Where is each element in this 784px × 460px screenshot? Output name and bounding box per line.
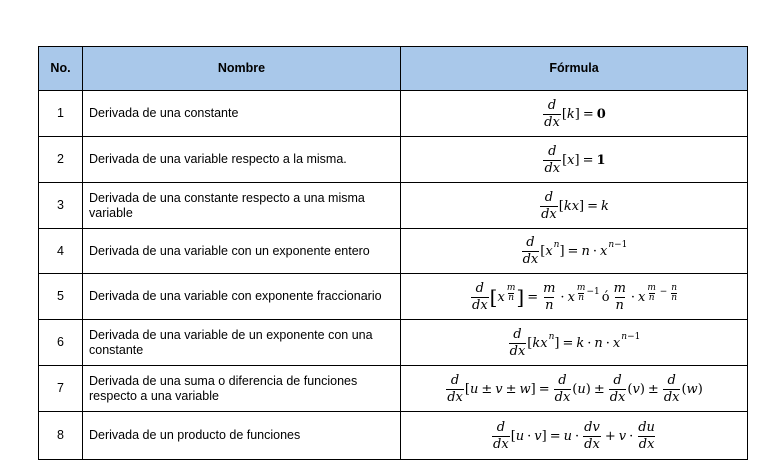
rule-name: Derivada de una variable con exponente fraccionario bbox=[83, 274, 401, 320]
header-name: Nombre bbox=[83, 47, 401, 91]
formula-math: $\frac{d}{dx}$ [ x n ] = n · x n−1 bbox=[522, 235, 628, 267]
formula-math: $\frac{d}{dx}$ [ u · v ] = u · $\frac{dv}{dx}$ + v · $\frac{du}{dx}$ bbox=[493, 419, 655, 452]
table-row bbox=[39, 91, 748, 137]
row-number: 5 bbox=[39, 274, 83, 320]
row-number: 7 bbox=[39, 366, 83, 412]
rule-name: Derivada de una variable con un exponente entero bbox=[83, 229, 401, 274]
rule-formula bbox=[401, 137, 748, 183]
rule-name: Derivada de una constante bbox=[83, 91, 401, 137]
rule-name: Derivada de una variable de un exponente con una constante bbox=[83, 320, 401, 366]
rule-name: Derivada de una variable respecto a la misma. bbox=[83, 137, 401, 183]
rule-formula bbox=[401, 366, 748, 412]
rule-formula bbox=[401, 320, 748, 366]
formula-math: $\frac{d}{dx}$ [ u ± v ± w ] = $\frac{d}{dx}$ ( u ) ± $\frac{d}{dx}$ ( v ) ± $\frac{d}{dx}$ ( w ) bbox=[447, 372, 703, 405]
rule-formula bbox=[401, 91, 748, 137]
rule-formula bbox=[401, 274, 748, 320]
header-no: No. bbox=[39, 47, 83, 91]
table-row bbox=[39, 137, 748, 183]
rule-formula bbox=[401, 229, 748, 274]
row-number: 8 bbox=[39, 412, 83, 460]
formula-math: $\frac{d}{dx}$ [ x ] = 1 bbox=[544, 143, 606, 176]
table-row bbox=[39, 366, 748, 412]
rule-name: Derivada de una suma o diferencia de funciones respecto a una variable bbox=[83, 366, 401, 412]
table-row bbox=[39, 229, 748, 274]
row-number: 3 bbox=[39, 183, 83, 229]
row-number: 2 bbox=[39, 137, 83, 183]
rule-formula bbox=[401, 412, 748, 460]
formula-math: $\frac{d}{dx}$ [ k ] = 0 bbox=[544, 97, 606, 130]
row-number: 6 bbox=[39, 320, 83, 366]
formula-math: $\frac{d}{dx}$ [ kx n ] = k · n · x n−1 bbox=[509, 326, 641, 359]
row-number: 1 bbox=[39, 91, 83, 137]
row-number: 4 bbox=[39, 229, 83, 274]
rule-formula bbox=[401, 183, 748, 229]
rule-name: Derivada de una constante respecto a una misma variable bbox=[83, 183, 401, 229]
formula-math: $\frac{d}{dx}$ [ x $\frac{m}{n}$ ] = $\frac{m}{n}$ · x $\frac{m}{n}$ −1 ó $\frac{m}{n}$ · x $\frac{m}{n}$ − $\frac{n}{n}$ bbox=[472, 280, 677, 313]
table-row bbox=[39, 320, 748, 366]
table-header-row bbox=[39, 47, 748, 91]
derivative-rules-table bbox=[38, 46, 748, 460]
table-row bbox=[39, 412, 748, 460]
table-row bbox=[39, 274, 748, 320]
formula-math: $\frac{d}{dx}$ [ kx ] = k bbox=[541, 189, 609, 222]
header-formula: Fórmula bbox=[401, 47, 748, 91]
rule-name: Derivada de un producto de funciones bbox=[83, 412, 401, 460]
table-row bbox=[39, 183, 748, 229]
